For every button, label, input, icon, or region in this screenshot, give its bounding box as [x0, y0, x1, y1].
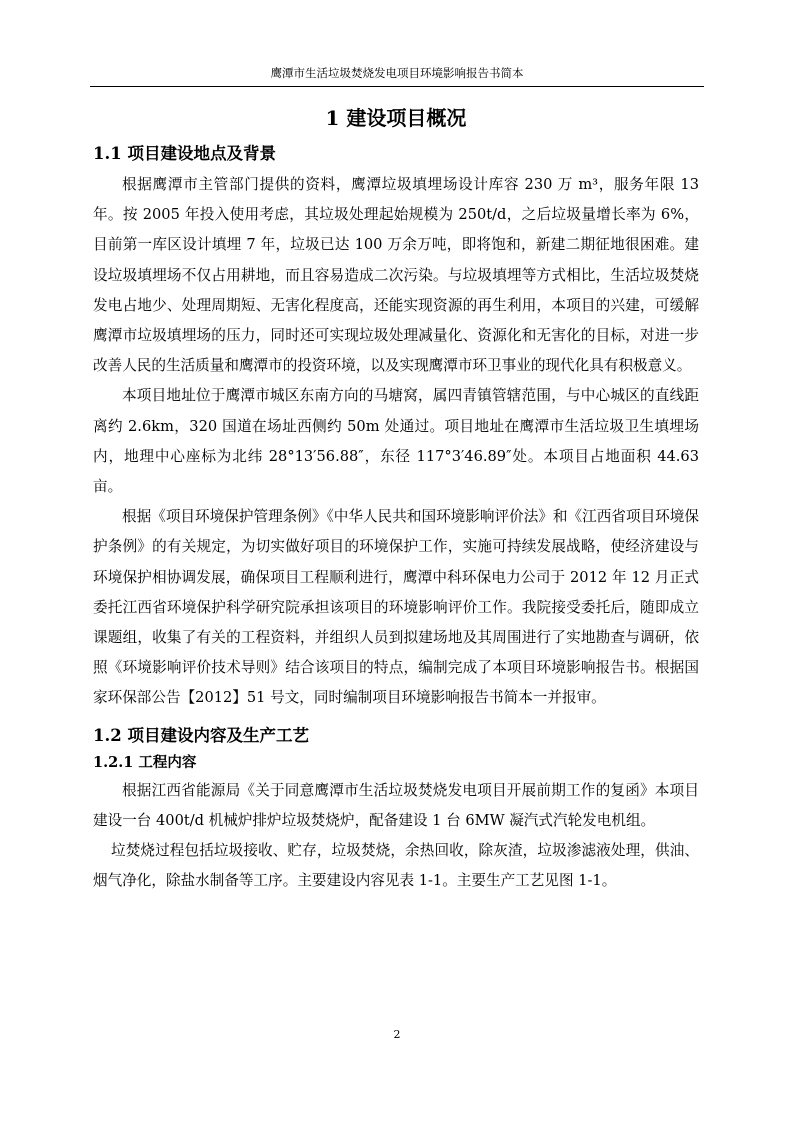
page-number: 2 [393, 1028, 401, 1041]
chapter-title: 1 建设项目概况 [325, 106, 467, 130]
paragraph: 根据鹰潭市主管部门提供的资料，鹰潭垃圾填埋场设计库容 230 万 m³，服务年限 13 年。按 2005 年投入使用考虑，其垃圾处理起始规模为 250t/d，之后垃圾量增长率为 6%，目前第一库区设计填埋 7 年，垃圾已达 100 万余万吨，即将饱和，新建二期征地很困难。建设垃圾填埋场不仅占用耕地，而且容易造成二次污染。与垃圾填埋等方式相比，生活垃圾焚烧发电占地少、处理周期短、无害化程度高，还能实现资源的再生利用，本项目的兴建，可缓解鹰潭市垃圾填埋场的压力，同时还可实现垃圾处理减量化、资源化和无害化的目标，对进一步改善人民的生活质量和鹰潭市的投资环境，以及实现鹰潭市环卫事业的现代化具有积极意义。 [93, 176, 699, 375]
paragraph: 根据《项目环境保护管理条例》《中华人民共和国环境影响评价法》和《江西省项目环境保护条例》的有关规定，为切实做好项目的环境保护工作，实施可持续发展战略，使经济建设与环境保护相协调发展，确保项目工程顺利进行，鹰潭中科环保电力公司于 2012 年 12 月正式委托江西省环境保护科学研究院承担该项目的环境影响评价工作。我院接受委托后，随即成立课题组，收集了有关的工程资料，并组织人员到拟建场地及其周围进行了实地勘查与调研，依照《环境影响评价技术导则》结合该项目的特点，编制完成了本项目环境影响报告书。根据国家环保部公告【2012】51 号文，同时编制项目环境影响报告书简本一并报审。 [93, 508, 699, 707]
running-header: 鹰潭市生活垃圾焚烧发电项目环境影响报告书简本 [270, 66, 524, 80]
page-body [93, 100, 699, 896]
subsection-heading-1-2-1: 1.2.1 工程内容 [93, 753, 197, 771]
paragraph: 本项目地址位于鹰潭市城区东南方向的马塘窝，属四青镇管辖范围，与中心城区的直线距离约 2.6km，320 国道在场址西侧约 50m 处通过。项目地址在鹰潭市生活垃圾卫生填埋场内，地理中心座标为北纬 28°13′56.88″，东径 117°3′46.89″处。本项目占地面积 44.63 亩。 [93, 387, 699, 496]
paragraph: 垃焚烧过程包括垃圾接收、贮存，垃圾焚烧，余热回收，除灰渣，垃圾渗滤液处理，供油、烟气净化，除盐水制备等工序。主要建设内容见表 1-1。主要生产工艺见图 1-1。 [93, 842, 699, 890]
header-rule [90, 86, 704, 87]
section-heading-1-1: 1.1 项目建设地点及背景 [93, 144, 276, 163]
paragraph: 根据江西省能源局《关于同意鹰潭市生活垃圾焚烧发电项目开展前期工作的复函》本项目建设一台 400t/d 机械炉排炉垃圾焚烧炉，配备建设 1 台 6MW 凝汽式汽轮发电机组。 [93, 781, 699, 829]
section-heading-1-2: 1.2 项目建设内容及生产工艺 [93, 725, 309, 745]
